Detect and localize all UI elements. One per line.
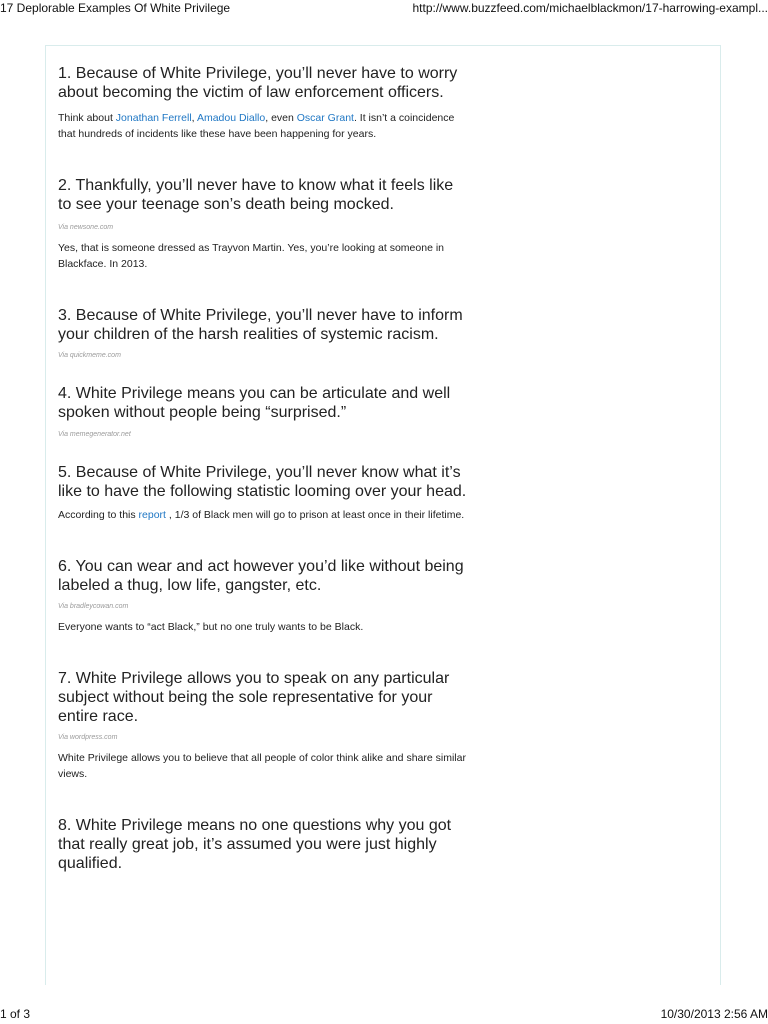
link-jonathan-ferrell[interactable]: Jonathan Ferrell xyxy=(115,112,192,124)
article-list xyxy=(58,64,468,873)
print-footer xyxy=(0,1006,768,1022)
list-item xyxy=(58,384,468,439)
item-body: Everyone wants to “act Black,” but no one truly wants to be Black. xyxy=(58,621,364,633)
document-url: http://www.buzzfeed.com/michaelblackmon/17-harrowing-exampl... xyxy=(412,1,768,15)
page-number: 1 of 3 xyxy=(0,1007,31,1021)
item-via: Via wordpress.com xyxy=(58,734,118,741)
list-item xyxy=(58,176,468,272)
item-heading: 8. White Privilege means no one questions why you got that really great job, it’s assumed you were just highly qualified. xyxy=(58,817,452,872)
item-heading: 1. Because of White Privilege, you’ll never have to worry about becoming the victim of law enforcement officers. xyxy=(58,65,458,101)
item-body-text: . It isn’t a coincidence that hundreds of incidents like these have been happening for years. xyxy=(58,112,455,140)
list-item xyxy=(58,463,468,523)
item-via: Via memegenerator.net xyxy=(58,431,131,438)
item-heading: 3. Because of White Privilege, you’ll never have to inform your children of the harsh realities of systemic racism. xyxy=(58,307,463,343)
link-amadou-diallo[interactable]: Amadou Diallo xyxy=(196,112,266,124)
list-item xyxy=(58,306,468,360)
item-heading: 7. White Privilege allows you to speak on any particular subject without being the sole representative for your entire race. xyxy=(58,670,450,725)
item-body-text: , xyxy=(191,112,197,124)
link-oscar-grant[interactable]: Oscar Grant xyxy=(296,112,354,124)
item-body-text: , even xyxy=(265,112,297,124)
list-item xyxy=(58,816,468,873)
item-body: Yes, that is someone dressed as Trayvon Martin. Yes, you’re looking at someone in Blackface. In 2013. xyxy=(58,242,444,270)
item-via: Via bradleycowan.com xyxy=(58,603,129,610)
print-date: 10/30/2013 2:56 AM xyxy=(660,1007,768,1021)
item-heading: 2. Thankfully, you’ll never have to know what it feels like to see your teenage son’s death being mocked. xyxy=(58,177,454,213)
item-via: Via newsone.com xyxy=(58,224,114,231)
item-body-text: , 1/3 of Black men will go to prison at least once in their lifetime. xyxy=(165,509,465,521)
item-body-text: According to this xyxy=(58,509,139,521)
item-heading: 5. Because of White Privilege, you’ll never know what it’s like to have the following statistic looming over your head. xyxy=(58,464,467,500)
item-heading: 4. White Privilege means you can be articulate and well spoken without people being “surprised.” xyxy=(58,385,451,421)
print-header xyxy=(0,0,768,16)
item-body: White Privilege allows you to believe that all people of color think alike and share similar views. xyxy=(58,752,466,780)
item-body xyxy=(58,110,468,142)
item-via: Via quickmeme.com xyxy=(58,352,121,359)
item-heading: 6. You can wear and act however you’d like without being labeled a thug, low life, gangster, etc. xyxy=(58,558,464,594)
list-item xyxy=(58,64,468,142)
list-item xyxy=(58,669,468,782)
article-frame xyxy=(45,45,721,985)
item-body xyxy=(58,507,468,523)
list-item xyxy=(58,557,468,635)
item-body-text: Think about xyxy=(58,112,116,124)
document-title: 17 Deplorable Examples Of White Privilege xyxy=(0,1,231,15)
link-report[interactable]: report xyxy=(138,509,166,521)
